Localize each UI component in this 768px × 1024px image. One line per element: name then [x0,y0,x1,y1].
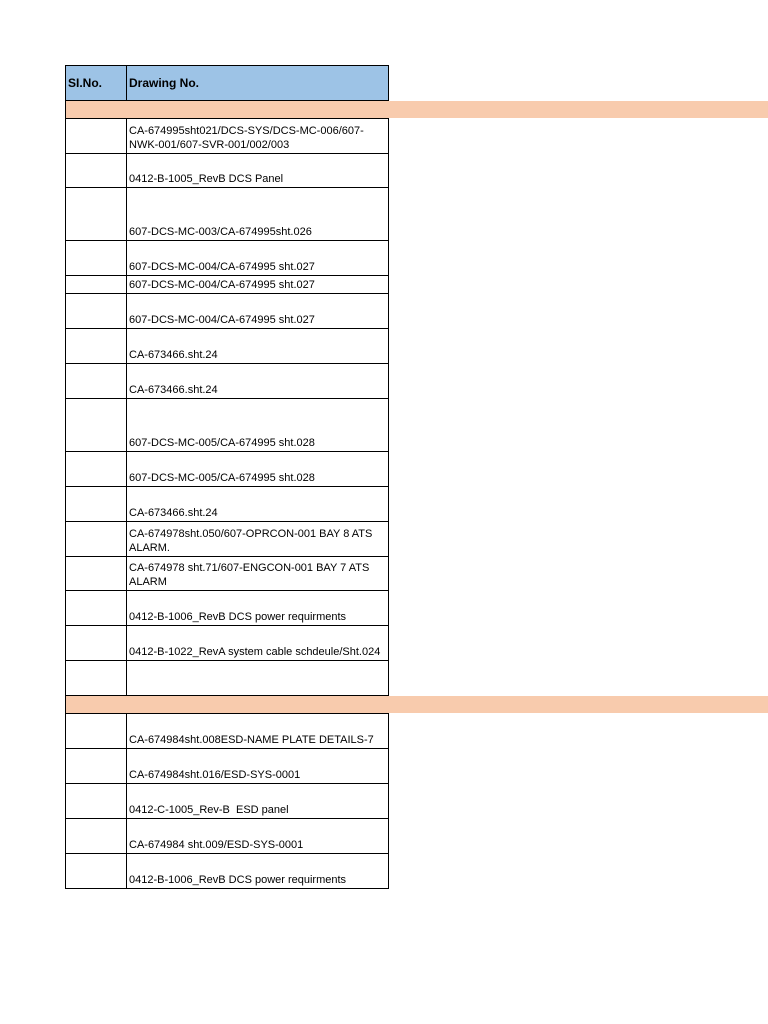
sl-cell[interactable] [65,591,127,626]
drawing-cell[interactable] [126,626,389,661]
section-band [65,101,768,118]
header-sl-no[interactable]: SI.No. [65,65,127,101]
sl-cell[interactable] [65,487,127,522]
sl-cell[interactable] [65,399,127,452]
sl-cell[interactable] [65,749,127,784]
drawing-cell[interactable] [126,749,389,784]
drawing-text: 607-DCS-MC-004/CA-674995 sht.027 [129,314,315,326]
drawing-cell[interactable] [126,118,389,154]
drawing-text: 0412-B-1005_RevB DCS Panel [129,173,284,185]
drawing-cell[interactable] [126,522,389,557]
sl-cell[interactable] [65,626,127,661]
drawing-cell[interactable] [126,276,389,294]
sl-cell[interactable] [65,557,127,591]
drawing-cell[interactable] [126,452,389,487]
sl-cell[interactable] [65,854,127,889]
sl-cell[interactable] [65,819,127,854]
drawing-text: 607-DCS-MC-004/CA-674995 sht.027 [129,261,315,273]
sl-cell[interactable] [65,452,127,487]
sl-cell[interactable] [65,364,127,399]
drawing-text: 607-DCS-MC-003/CA-674995sht.026 [129,226,312,238]
sl-cell[interactable] [65,784,127,819]
sl-cell[interactable] [65,154,127,188]
drawing-cell[interactable] [126,854,389,889]
drawing-cell[interactable] [126,661,389,696]
sl-cell[interactable] [65,329,127,364]
drawing-cell[interactable] [126,399,389,452]
drawing-text: CA-674995sht021/DCS-SYS/DCS-MC-006/607-NWK-001/607-SVR-001/002/003 [129,125,364,151]
drawing-text: 0412-B-1022_RevA system cable schdeule/Sht.024 [129,646,381,658]
drawing-text: CA-674984sht.016/ESD-SYS-0001 [129,769,301,781]
drawing-text: CA-674984 sht.009/ESD-SYS-0001 [129,839,304,851]
sl-cell[interactable] [65,661,127,696]
drawing-cell[interactable] [126,364,389,399]
drawing-cell[interactable] [126,487,389,522]
drawing-cell[interactable] [126,819,389,854]
drawing-text: 0412-B-1006_RevB DCS power requirments [129,874,347,886]
drawing-cell[interactable] [126,591,389,626]
sl-cell[interactable] [65,294,127,329]
section-band [65,696,768,713]
sl-cell[interactable] [65,276,127,294]
sl-cell[interactable] [65,118,127,154]
drawing-text: CA-674978sht.050/607-OPRCON-001 BAY 8 ATS ALARM. [129,528,375,554]
drawing-text: 0412-B-1006_RevB DCS power requirments [129,611,347,623]
drawing-text: CA-673466.sht.24 [129,384,218,396]
drawing-cell[interactable] [126,557,389,591]
drawing-text: 0412-C-1005_Rev-B ESD panel [129,804,289,816]
sl-cell[interactable] [65,713,127,749]
drawing-cell[interactable] [126,294,389,329]
drawing-text: CA-673466.sht.24 [129,349,218,361]
drawing-text: CA-673466.sht.24 [129,507,218,519]
sl-cell[interactable] [65,188,127,241]
drawing-text: CA-674984sht.008ESD-NAME PLATE DETAILS-7 [129,734,374,746]
drawing-text: 607-DCS-MC-005/CA-674995 sht.028 [129,472,315,484]
sl-cell[interactable] [65,522,127,557]
drawing-text: CA-674978 sht.71/607-ENGCON-001 BAY 7 ATS ALARM [129,562,372,588]
sl-cell[interactable] [65,241,127,276]
header-drawing-no[interactable]: Drawing No. [126,65,389,101]
drawing-cell[interactable] [126,154,389,188]
drawing-cell[interactable] [126,784,389,819]
drawing-text: 607-DCS-MC-004/CA-674995 sht.027 [129,279,315,291]
drawing-text: 607-DCS-MC-005/CA-674995 sht.028 [129,437,315,449]
drawing-cell[interactable] [126,241,389,276]
drawing-cell[interactable] [126,188,389,241]
drawing-cell[interactable] [126,713,389,749]
drawing-cell[interactable] [126,329,389,364]
